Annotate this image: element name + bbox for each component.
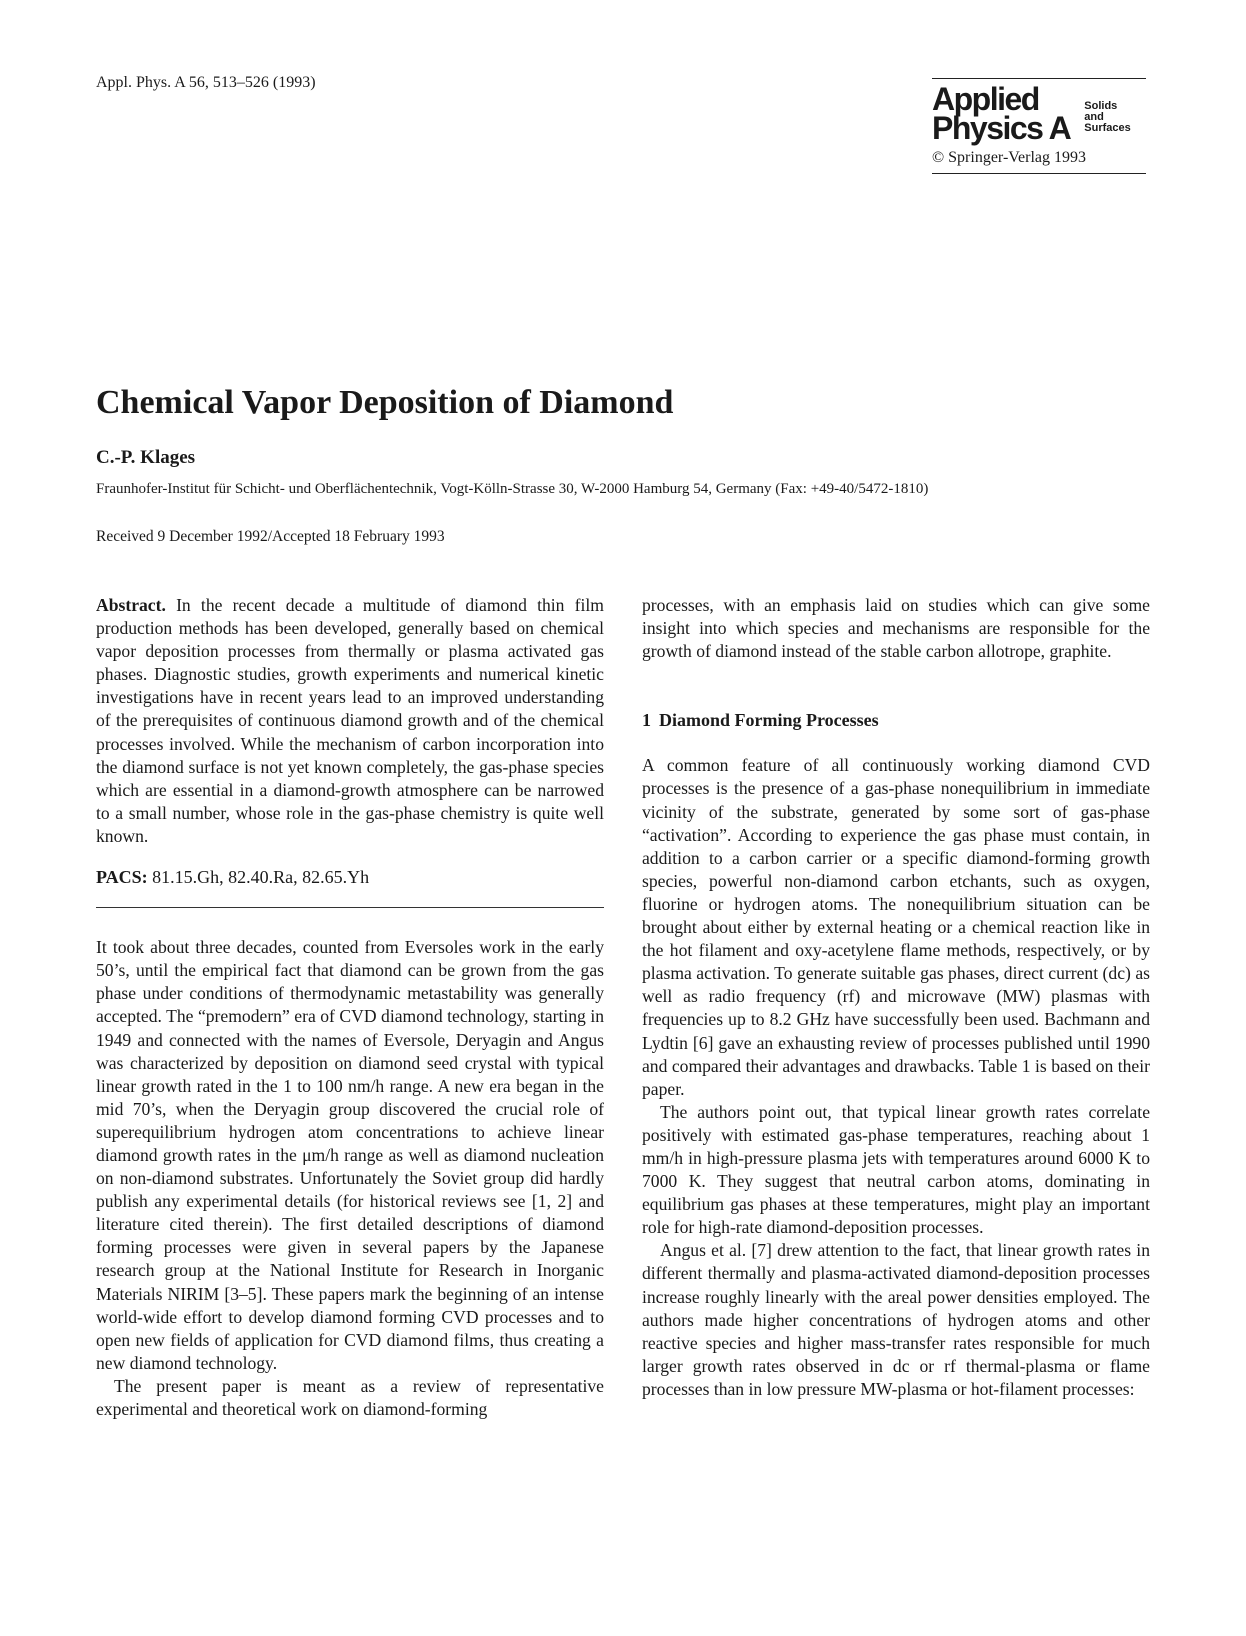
author-name: C.-P. Klages bbox=[96, 447, 196, 468]
abstract bbox=[96, 594, 604, 848]
intro-paragraph-1: It took about three decades, counted from Eversoles work in the early 50’s, until the empirical fact that diamond can be grown from the gas phase under conditions of thermodynamic metastability was generally accepted. The “premodern” era of CVD diamond technology, starting in 1949 and connected with the names of Eversole, Deryagin and Angus was characterized by deposition on diamond seed crystal with typical linear growth rated in the 1 to 100 nm/h range. A new era began in the mid 70’s, when the Deryagin group discovered the crucial role of superequilibrium hydrogen atom concentrations to achieve linear diamond growth rates in the μm/h range as well as diamond nucleation on non-diamond substrates. Unfortunately the Soviet group did hardly publish any experimental details (for historical reviews see [1, 2] and literature cited therein). The first detailed descriptions of diamond forming processes were given in several papers by the Japanese research group at the National Institute for Research in Inorganic Materials NIRIM [3–5]. These papers mark the beginning of an intense world-wide effort to develop diamond forming CVD processes and to open new fields of application for CVD diamond films, thus creating a new diamond technology. bbox=[96, 937, 604, 1373]
header-rule-bottom bbox=[932, 173, 1146, 174]
journal-brand bbox=[932, 81, 1146, 146]
section-heading bbox=[642, 709, 1150, 732]
intro-paragraph-2-continued: processes, with an emphasis laid on studies which can give some insight into which species and mechanisms are responsible for the growth of diamond instead of the stable carbon allotrope, graphite. bbox=[642, 595, 1150, 662]
section-title: Diamond Forming Processes bbox=[659, 710, 879, 731]
right-column bbox=[642, 594, 1150, 1401]
intro-paragraph-2: The present paper is meant as a review of representative experimental and theoretical work on diamond-forming bbox=[96, 1375, 604, 1419]
journal-logo-block bbox=[932, 78, 1146, 174]
abstract-text: In the recent decade a multitude of diamond thin film production methods has been developed, generally based on chemical vapor deposition processes from thermally or plasma activated gas phases. Diagnostic studies, growth experiments and numerical kinetic investigations have in recent years lead to an improved understanding of the prerequisites of continuous diamond growth and of the chemical processes involved. While the mechanism of carbon incorporation into the diamond surface is not yet known completely, the gas-phase species which are essential in a diamond-growth atmosphere can be narrowed to a small number, whose role in the gas-phase chemistry is quite well known. bbox=[96, 595, 604, 846]
journal-name: Applied Physics A bbox=[932, 81, 1071, 146]
paper-title: Chemical Vapor Deposition of Diamond bbox=[96, 384, 674, 421]
section-number: 1 bbox=[642, 710, 651, 731]
author-affiliation: Fraunhofer-Institut für Schicht- und Oberflächentechnik, Vogt-Kölln-Strasse 30, W-2000 Hamburg 54, Germany (Fax: +49-40/5472-1810) bbox=[96, 481, 929, 497]
publisher-copyright: © Springer-Verlag 1993 bbox=[932, 149, 1087, 166]
abstract-label: Abstract. bbox=[96, 595, 166, 615]
abstract-divider bbox=[96, 907, 604, 908]
section-paragraph-1: A common feature of all continuously working diamond CVD processes is the presence of a gas-phase nonequilibrium in immediate vicinity of the substrate, generated by some sort of gas-phase “activation”. According to experience the gas phase must contain, in addition to a carbon carrier or a specific diamond-forming growth species, powerful non-diamond carbon etchants, such as oxygen, fluorine or hydrogen atoms. The nonequilibrium situation can be brought about either by external heating or a chemical reaction like in the hot filament and oxy-acetylene flame methods, respectively, or by plasma activation. To generate suitable gas phases, direct current (dc) as well as radio frequency (rf) and microwave (MW) plasmas with frequencies up to 8.2 GHz have successfully been used. Bachmann and Lydtin [6] gave an exhausting review of processes published until 1990 and compared their advantages and drawbacks. Table 1 is based on their paper. bbox=[642, 755, 1150, 1099]
left-column bbox=[96, 594, 604, 1421]
header-rule-top bbox=[932, 78, 1146, 79]
received-dates: Received 9 December 1992/Accepted 18 February 1993 bbox=[96, 528, 445, 545]
pacs-line bbox=[96, 866, 604, 889]
section-paragraph-3: Angus et al. [7] drew attention to the fact, that linear growth rates in different thermally and plasma-activated diamond-deposition processes increase roughly linearly with the areal power densities employed. The authors made higher concentrations of hydrogen atoms and other reactive species and higher mass-transfer rates responsible for much larger growth rates observed in dc or rf thermal-plasma or flame processes than in low pressure MW-plasma or hot-filament processes: bbox=[642, 1240, 1150, 1399]
section-paragraph-2: The authors point out, that typical linear growth rates correlate positively with estimated gas-phase temperatures, reaching about 1 mm/h in high-pressure plasma jets with temperatures around 6000 K to 7000 K. They suggest that neutral carbon atoms, dominating in equilibrium gas phases at these temperatures, might play an important role for high-rate diamond-deposition processes. bbox=[642, 1101, 1150, 1238]
journal-subtitle: Solids and Surfaces bbox=[1084, 100, 1131, 134]
journal-citation: Appl. Phys. A 56, 513–526 (1993) bbox=[96, 74, 316, 91]
pacs-codes: 81.15.Gh, 82.40.Ra, 82.65.Yh bbox=[152, 867, 370, 888]
pacs-label: PACS: bbox=[96, 867, 148, 888]
